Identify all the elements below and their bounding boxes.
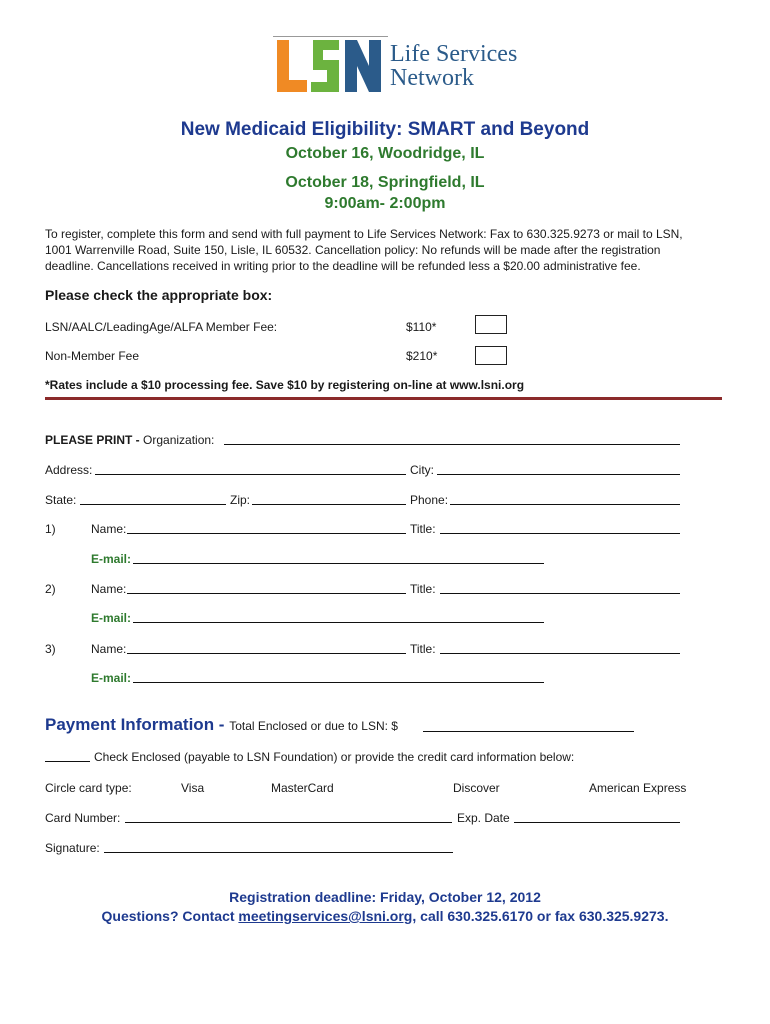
state-label: State: (45, 493, 77, 507)
attendee-3-name-label: Name: (91, 642, 127, 656)
event-time: 9:00am- 2:00pm (324, 195, 446, 212)
logo-line-1: Life Services (390, 41, 518, 67)
attendee-2-name-field[interactable] (127, 593, 406, 594)
organization-field[interactable] (224, 444, 680, 445)
total-enclosed-field[interactable] (423, 731, 634, 732)
card-number-label: Card Number: (45, 811, 121, 825)
nonmember-fee-label: Non-Member Fee (45, 349, 140, 363)
instructions-line-2: 1001 Warrenville Road, Suite 150, Lisle, IL 60532. Cancellation policy: No refunds will be made after the registration (45, 243, 661, 257)
attendee-1-title-field[interactable] (440, 533, 680, 534)
registration-instructions (45, 226, 725, 274)
attendee-1-email-label: E-mail: (91, 552, 132, 566)
event-date-1: October 16, Woodridge, IL (285, 145, 485, 162)
phone-field[interactable] (450, 504, 680, 505)
nonmember-fee-checkbox[interactable] (475, 346, 507, 365)
phone-label: Phone: (410, 493, 449, 507)
attendee-3-title-field[interactable] (440, 653, 680, 654)
card-option-american-express[interactable]: American Express (589, 781, 687, 795)
attendee-2-number: 2) (45, 582, 56, 596)
payment-heading-row (45, 715, 398, 735)
logo-text (390, 42, 517, 90)
registration-deadline: Registration deadline: Friday, October 12, 2012 (229, 889, 541, 905)
signature-label: Signature: (45, 841, 100, 855)
event-date-2: October 18, Springfield, IL (285, 174, 485, 191)
zip-field[interactable] (252, 504, 406, 505)
nonmember-fee-price: $210* (406, 349, 438, 363)
total-enclosed-label: Total Enclosed or due to LSN: $ (229, 719, 398, 733)
exp-date-field[interactable] (514, 822, 680, 823)
card-option-mastercard[interactable]: MasterCard (271, 781, 334, 795)
member-fee-checkbox[interactable] (475, 315, 507, 334)
organization-label (45, 433, 214, 447)
questions-prefix: Questions? Contact (101, 908, 239, 924)
attendee-2-email-field[interactable] (133, 622, 544, 623)
card-number-field[interactable] (125, 822, 452, 823)
questions-suffix: , call 630.325.6170 or fax 630.325.9273. (412, 908, 669, 924)
attendee-2-title-label: Title: (410, 582, 436, 596)
city-field[interactable] (437, 474, 680, 475)
logo-line-2: Network (390, 65, 474, 91)
zip-label: Zip: (230, 493, 251, 507)
member-fee-price: $110* (406, 320, 437, 334)
exp-date-label: Exp. Date (457, 811, 510, 825)
card-option-visa[interactable]: Visa (181, 781, 205, 795)
fee-heading: Please check the appropriate box: (45, 287, 273, 303)
signature-field[interactable] (104, 852, 453, 853)
attendee-1-email-field[interactable] (133, 563, 544, 564)
organization-text: Organization: (143, 433, 215, 447)
check-enclosed-field[interactable] (45, 761, 90, 762)
instructions-line-1: To register, complete this form and send with full payment to Life Services Network: Fax to 630.325.9273 or mail to LSN, (45, 227, 683, 241)
attendee-3-title-label: Title: (410, 642, 436, 656)
attendee-1-title-label: Title: (410, 522, 436, 536)
section-divider (45, 397, 722, 400)
contact-email-link[interactable]: meetingservices@lsni.org (238, 908, 413, 924)
please-print-label: PLEASE PRINT - (45, 433, 144, 447)
circle-card-type-label: Circle card type: (45, 781, 132, 795)
address-field[interactable] (95, 474, 406, 475)
attendee-3-email-field[interactable] (133, 682, 544, 683)
card-option-discover[interactable]: Discover (453, 781, 500, 795)
address-label: Address: (45, 463, 93, 477)
attendee-2-email-label: E-mail: (91, 611, 132, 625)
instructions-line-3: deadline. Cancellations received in writing prior to the deadline will be refunded less a $20.00 administrative fee. (45, 259, 641, 273)
attendee-2-name-label: Name: (91, 582, 127, 596)
lsn-logo-mark (273, 36, 388, 98)
attendee-2-title-field[interactable] (440, 593, 680, 594)
questions-line (0, 908, 770, 924)
attendee-1-name-label: Name: (91, 522, 127, 536)
attendee-3-number: 3) (45, 642, 56, 656)
attendee-1-name-field[interactable] (127, 533, 406, 534)
check-enclosed-label: Check Enclosed (payable to LSN Foundation) or provide the credit card information below: (94, 750, 575, 764)
rates-note: *Rates include a $10 processing fee. Save $10 by registering on-line at www.lsni.org (45, 378, 525, 392)
page-title: New Medicaid Eligibility: SMART and Beyond (180, 119, 590, 140)
attendee-3-name-field[interactable] (127, 653, 406, 654)
state-field[interactable] (80, 504, 226, 505)
attendee-3-email-label: E-mail: (91, 671, 132, 685)
member-fee-label: LSN/AALC/LeadingAge/ALFA Member Fee: (45, 320, 278, 334)
city-label: City: (410, 463, 434, 477)
payment-heading: Payment Information - (45, 715, 230, 734)
attendee-1-number: 1) (45, 522, 56, 536)
